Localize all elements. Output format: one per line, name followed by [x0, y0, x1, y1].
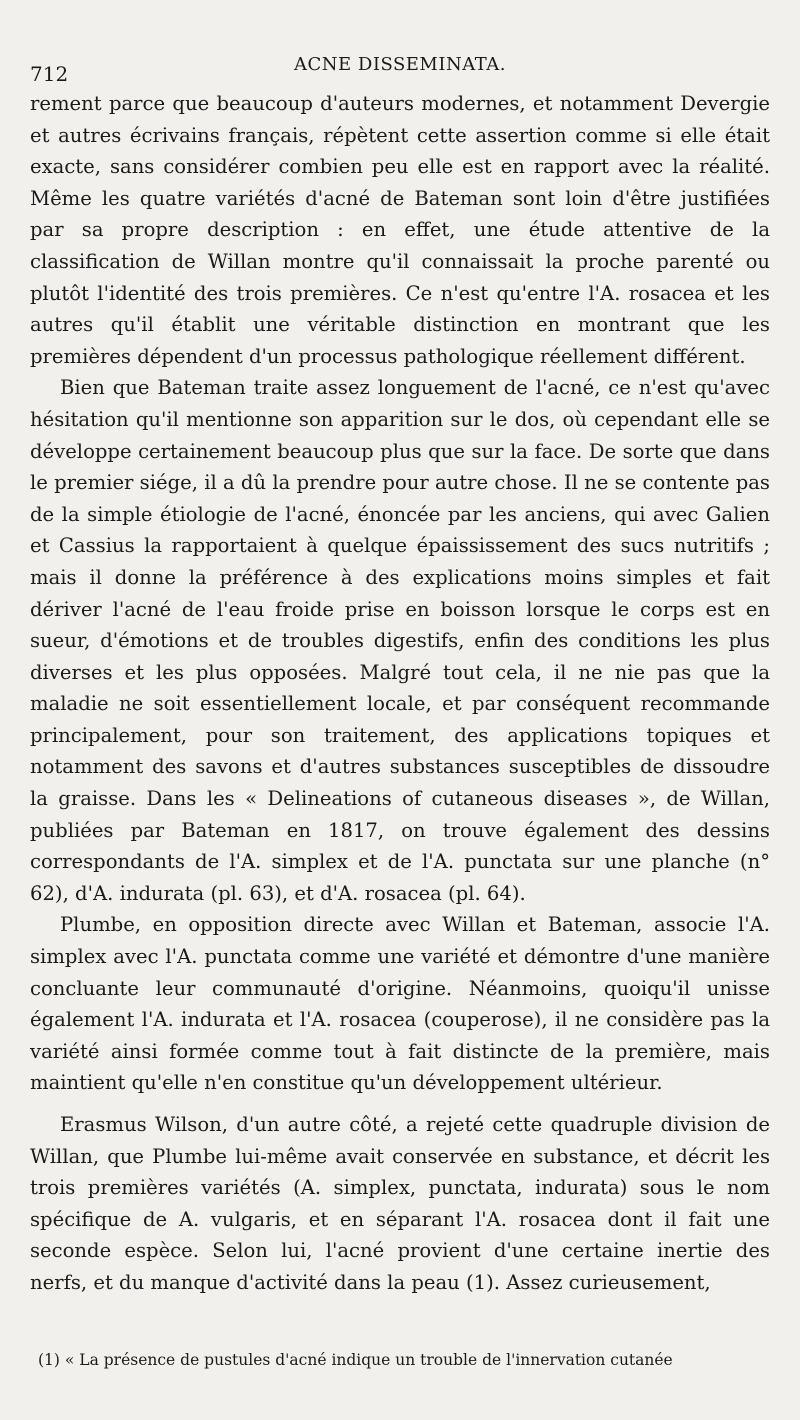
page-header: [30, 54, 770, 84]
footnote: (1) « La présence de pustules d'acné indique un trouble de l'innervation cutanée: [38, 1351, 673, 1369]
running-head: ACNE DISSEMINATA.: [294, 54, 506, 75]
body-text: [30, 88, 770, 1299]
paragraph-1: rement parce que beaucoup d'auteurs modernes, et notamment Devergie et autres écrivains français, répètent cette assertion comme si elle était exacte, sans considérer combien peu elle est en rapport avec la réalité. Même les quatre variétés d'acné de Bateman sont loin d'être justifiées par sa propre description : en effet, une étude attentive de la classification de Willan montre qu'il connaissait la proche parenté ou plutôt l'identité des trois premières. Ce n'est qu'entre l'A. rosacea et les autres qu'il établit une véritable distinction en montrant que les premières dépendent d'un processus pathologique réellement différent.: [30, 92, 770, 368]
paragraph-4: Erasmus Wilson, d'un autre côté, a rejeté cette quadruple division de Willan, que Plumbe lui-même avait conservée en substance, et décrit les trois premières variétés (A. simplex, punctata, indurata) sous le nom spécifique de A. vulgaris, et en séparant l'A. rosacea dont il fait une seconde espèce. Selon lui, l'acné provient d'une certaine inertie des nerfs, et du manque d'activité dans la peau (1). Assez curieusement,: [30, 1113, 770, 1294]
paragraph-2: Bien que Bateman traite assez longuement de l'acné, ce n'est qu'avec hésitation qu'il mentionne son apparition sur le dos, où cependant elle se développe certainement beaucoup plus que sur la face. De sorte que dans le premier siége, il a dû la prendre pour autre chose. Il ne se contente pas de la simple étiologie de l'acné, énoncée par les anciens, qui avec Galien et Cassius la rapportaient à quelque épaississement des sucs nutritifs ; mais il donne la préférence à des explications moins simples et fait dériver l'acné de l'eau froide prise en boisson lorsque le corps est en sueur, d'émotions et de troubles digestifs, enfin des conditions les plus diverses et les plus opposées. Malgré tout cela, il ne nie pas que la maladie ne soit essentiellement locale, et par conséquent recommande principalement, pour son traitement, des applications topiques et notamment des savons et d'autres substances susceptibles de dissoudre la graisse. Dans les « Delineations of cutaneous diseases », de Willan, publiées par Bateman en 1817, on trouve également des dessins correspondants de l'A. simplex et de l'A. punctata sur une planche (n° 62), d'A. indurata (pl. 63), et d'A. rosacea (pl. 64).: [30, 376, 770, 905]
page-number: 712: [30, 62, 69, 86]
paragraph-3: Plumbe, en opposition directe avec Willan et Bateman, associe l'A. simplex avec l'A. punctata comme une variété et démontre d'une manière concluante leur communauté d'origine. Néanmoins, quoiqu'il unisse également l'A. indurata et l'A. rosacea (couperose), il ne considère pas la variété ainsi formée comme tout à fait distincte de la première, mais maintient qu'elle n'en constitue qu'un développement ultérieur.: [30, 913, 770, 1095]
